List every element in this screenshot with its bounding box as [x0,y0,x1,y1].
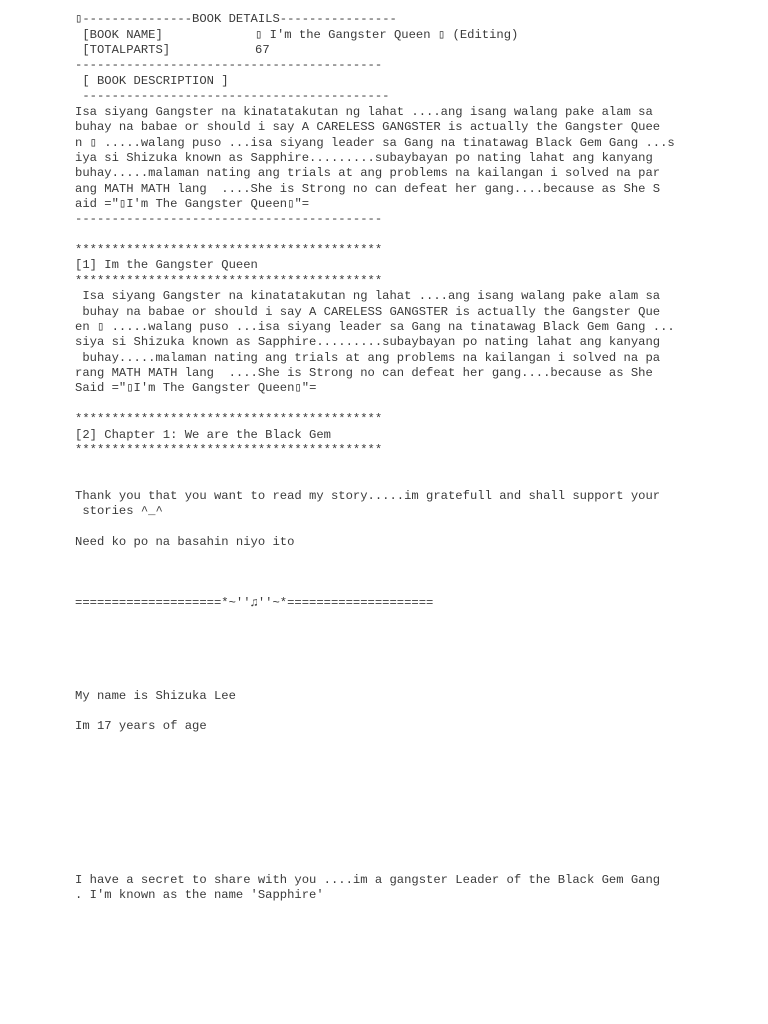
part-1-line: siya si Shizuka known as Sapphire.........subaybayan po nating lahat ang kanyang [75,335,661,349]
book-details-header-rule: ▯---------------BOOK DETAILS---------------- [75,12,397,26]
part-2-rule-top: ****************************************** [75,412,383,426]
book-description-heading: [ BOOK DESCRIPTION ] [75,74,229,88]
book-description-closing-rule: ------------------------------------------ [75,212,383,226]
book-details-closing-rule: ------------------------------------------ [75,58,383,72]
description-line: buhay na babae or should i say A CARELESS GANGSTER is actually the Gangster Quee [75,120,661,134]
thanks-line: stories ^_^ [75,504,163,518]
description-line: ang MATH MATH lang ....She is Strong no can defeat her gang....because as She S [75,182,661,196]
description-line: aid ="▯I'm The Gangster Queen▯"= [75,197,310,211]
part-1-title: [1] Im the Gangster Queen [75,258,258,272]
part-1-line: buhay na babae or should i say A CARELESS GANGSTER is actually the Gangster Que [75,305,661,319]
part-2-title: [2] Chapter 1: We are the Black Gem [75,428,331,442]
part-1-line: Isa siyang Gangster na kinatatakutan ng lahat ....ang isang walang pake alam sa [75,289,661,303]
secret-line: I have a secret to share with you ....im a gangster Leader of the Black Gem Gang [75,873,661,887]
part-1-line: buhay.....malaman nating ang trials at ang problems na kailangan i solved na pa [75,351,661,365]
part-1-line: en ▯ .....walang puso ...isa siyang leader sa Gang na tinatawag Black Gem Gang ... [75,320,675,334]
total-parts-label: [TOTALPARTS] [75,43,171,57]
secret-line: . I'm known as the name 'Sapphire' [75,888,324,902]
name-line: My name is Shizuka Lee [75,689,236,703]
book-name-value: ▯ I'm the Gangster Queen ▯ (Editing) [255,28,519,42]
description-line: Isa siyang Gangster na kinatatakutan ng lahat ....ang isang walang pake alam sa [75,105,653,119]
description-line: buhay.....malaman nating ang trials at ang problems na kailangan i solved na par [75,166,661,180]
age-line: Im 17 years of age [75,719,207,733]
part-1-rule-bottom: ****************************************** [75,274,383,288]
section-divider: ====================*~''♫''~*==================== [75,596,434,610]
part-1-line: Said ="▯I'm The Gangster Queen▯"= [75,381,317,395]
book-name-label: [BOOK NAME] [75,28,163,42]
total-parts-value: 67 [255,43,270,57]
part-1-line: rang MATH MATH lang ....She is Strong no can defeat her gang....because as She [75,366,653,380]
description-line: iya si Shizuka known as Sapphire.........subaybayan po nating lahat ang kanyang [75,151,653,165]
part-2-rule-bottom: ****************************************** [75,443,383,457]
need-line: Need ko po na basahin niyo ito [75,535,295,549]
thanks-line: Thank you that you want to read my story.....im gratefull and shall support your [75,489,661,503]
book-description-heading-rule: ------------------------------------------ [75,89,390,103]
part-1-rule-top: ****************************************** [75,243,383,257]
description-line: n ▯ .....walang puso ...isa siyang leader sa Gang na tinatawag Black Gem Gang ...s [75,136,675,150]
